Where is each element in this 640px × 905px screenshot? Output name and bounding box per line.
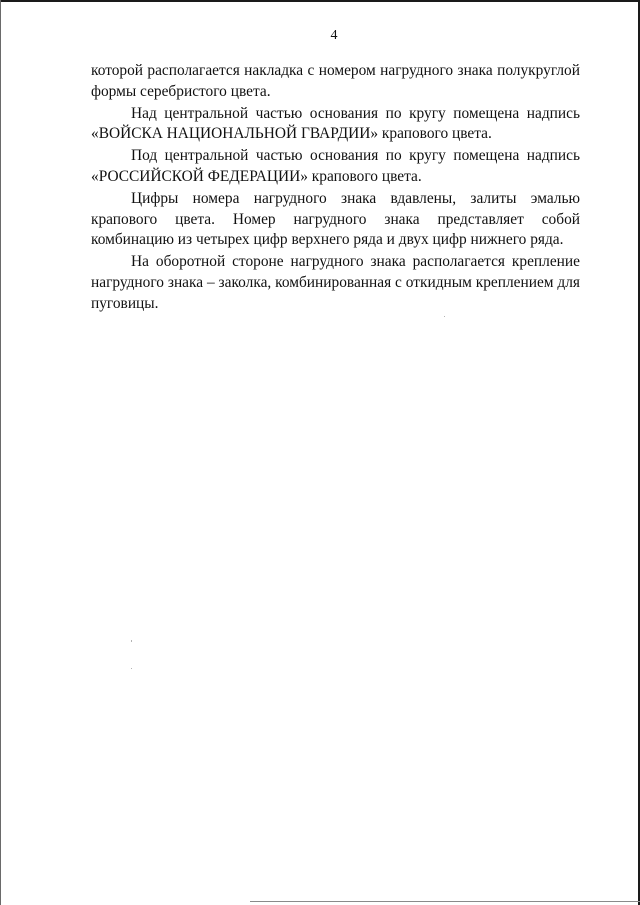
scan-edge-left <box>0 0 1 905</box>
scan-edge-top <box>0 0 640 2</box>
body-text <box>91 61 580 314</box>
paragraph-continuation: которой располагается накладка с номером нагрудного знака полукруглой формы серебристого цвета. <box>91 62 580 100</box>
scan-speck <box>131 668 132 669</box>
paragraph-number-digits: Цифры номера нагрудного знака вдавлены, залиты эмалью крапового цвета. Номер нагрудного знака представляет собой комбинацию из четырех цифр верхнего ряда и двух цифр нижнего ряда. <box>91 190 580 249</box>
paragraph-lower-inscription: Под центральной частью основания по кругу помещена надпись «РОССИЙСКОЙ ФЕДЕРАЦИИ» крапового цвета. <box>91 147 580 185</box>
paragraph-reverse-side: На оборотной стороне нагрудного знака располагается крепление нагрудного знака – заколка, комбинированная с откидным креплением для пуговицы. <box>91 253 580 312</box>
page-number: 4 <box>330 28 338 43</box>
scan-edge-bottom <box>250 901 640 902</box>
paragraph-upper-inscription: Над центральной частью основания по кругу помещена надпись «ВОЙСКА НАЦИОНАЛЬНОЙ ГВАРДИИ» крапового цвета. <box>91 104 580 143</box>
scan-speck <box>444 316 445 317</box>
scan-speck <box>131 640 132 642</box>
